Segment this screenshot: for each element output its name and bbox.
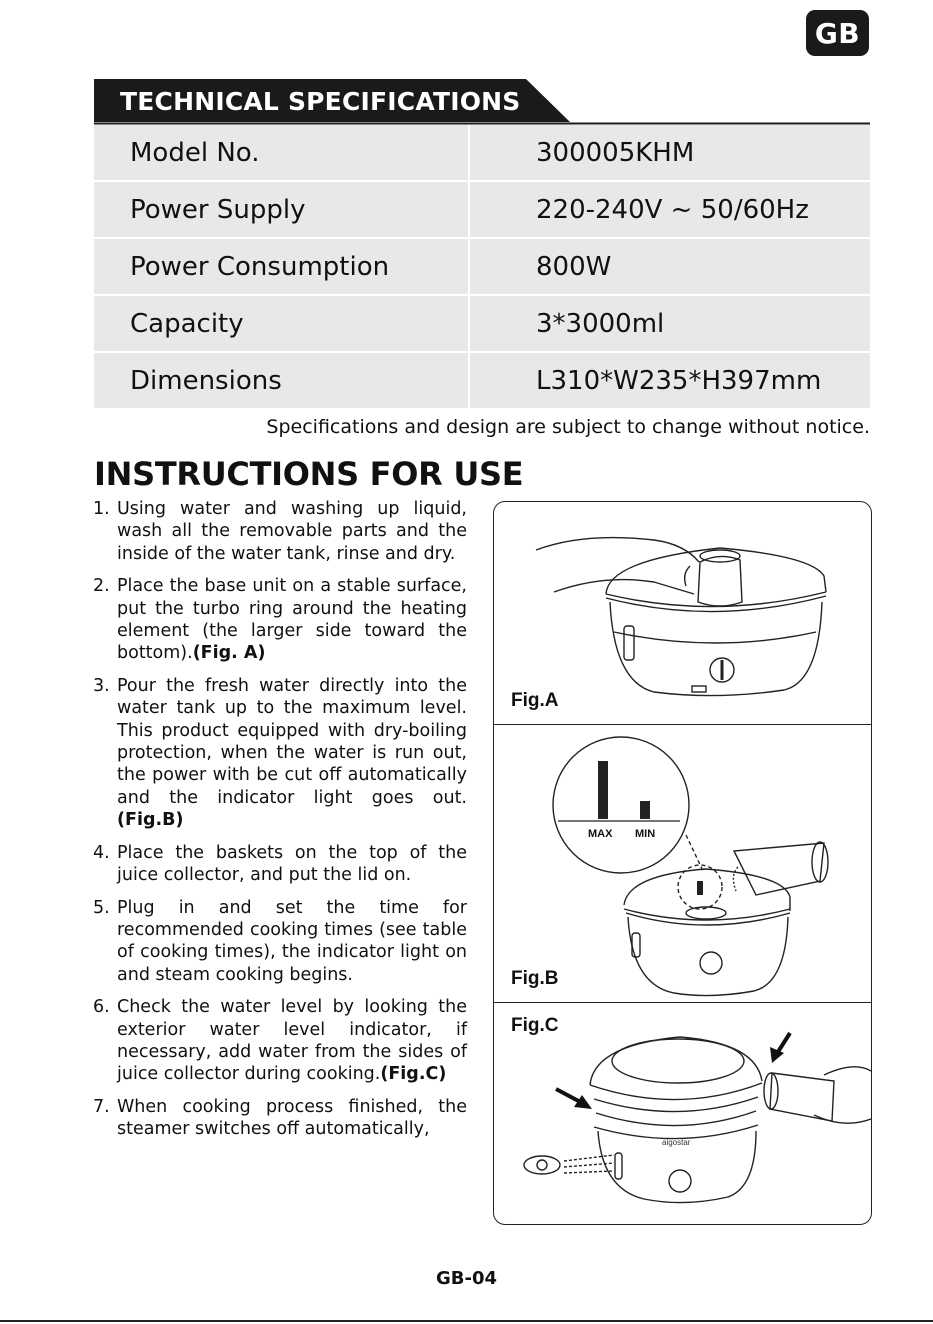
step-number: 3. [93,675,110,696]
step-text: When cooking process finished, the steamer switches off automatically, [117,1096,467,1140]
step-text: Plug in and set the time for recommended cooking times (see table of cooking times), the indicator light on and steam cooking begins. [117,897,467,985]
step-text: Place the base unit on a stable surface, put the turbo ring around the heating element (the larger side toward the bottom). [117,576,467,664]
spec-value: 3*3000ml [469,295,870,352]
page-number: GB-04 [435,1268,497,1289]
instruction-steps [93,498,467,1151]
spec-table [94,125,870,410]
spec-row [94,238,870,295]
fig-a-illustration [494,502,871,722]
min-level-bar [640,801,650,819]
min-label: MIN [635,828,656,840]
language-badge: GB [806,10,869,56]
instruction-step [93,1096,467,1141]
instruction-step [93,842,467,887]
bottom-rule [0,1320,933,1322]
spec-row [94,181,870,238]
spec-label: Capacity [94,295,469,352]
spec-label: Power Supply [94,181,469,238]
spec-section-header [94,79,870,125]
fig-b-label: Fig.B [511,968,559,989]
step-number: 7. [93,1096,110,1117]
spec-title: TECHNICAL SPECIFICATIONS [120,87,521,116]
step-number: 5. [93,897,110,918]
step-number: 6. [93,997,110,1018]
step-text: Pour the fresh water directly into the water tank up to the maximum level. This product equipped with dry-boiling protection, when the water is run out, the power with be cut off automatically and the indicator light goes out. [117,675,467,808]
spec-row [94,125,870,181]
fig-c-illustration [494,1003,871,1223]
instruction-step [93,996,467,1086]
spec-value: 300005KHM [469,125,870,181]
spec-value: L310*W235*H397mm [469,352,870,409]
figure-panel [493,501,872,1225]
figure-reference: (Fig. A) [192,643,266,664]
fig-a-label: Fig.A [511,690,559,711]
step-text: Using water and washing up liquid, wash all the removable parts and the inside of the water tank, rinse and dry. [117,499,467,564]
figure-reference: (Fig.C) [380,1064,447,1085]
instruction-step [93,897,467,987]
brand-logo: aigostar [662,1138,691,1147]
instruction-step [93,675,467,832]
spec-value: 800W [469,238,870,295]
spec-disclaimer: Specifications and design are subject to change without notice. [266,416,870,438]
step-number: 4. [93,842,110,863]
fig-b-illustration [494,725,871,1002]
step-text: Place the baskets on the top of the juice collector, and put the lid on. [117,842,467,886]
spec-row [94,295,870,352]
figure-reference: (Fig.B) [117,810,184,831]
fig-c-label: Fig.C [511,1015,559,1036]
spec-label: Power Consumption [94,238,469,295]
max-level-bar [598,761,608,819]
max-label: MAX [588,828,613,840]
spec-value: 220-240V ~ 50/60Hz [469,181,870,238]
instructions-title: INSTRUCTIONS FOR USE [94,455,524,493]
step-number: 1. [93,499,110,519]
step-text: Check the water level by looking the exterior water level indicator, if necessary, add water from the sides of juice collector during cooking. [117,997,467,1085]
step-number: 2. [93,576,110,597]
instruction-step [93,498,467,565]
spec-row [94,352,870,409]
spec-label: Dimensions [94,352,469,409]
spec-label: Model No. [94,125,469,181]
instruction-step [93,575,467,665]
